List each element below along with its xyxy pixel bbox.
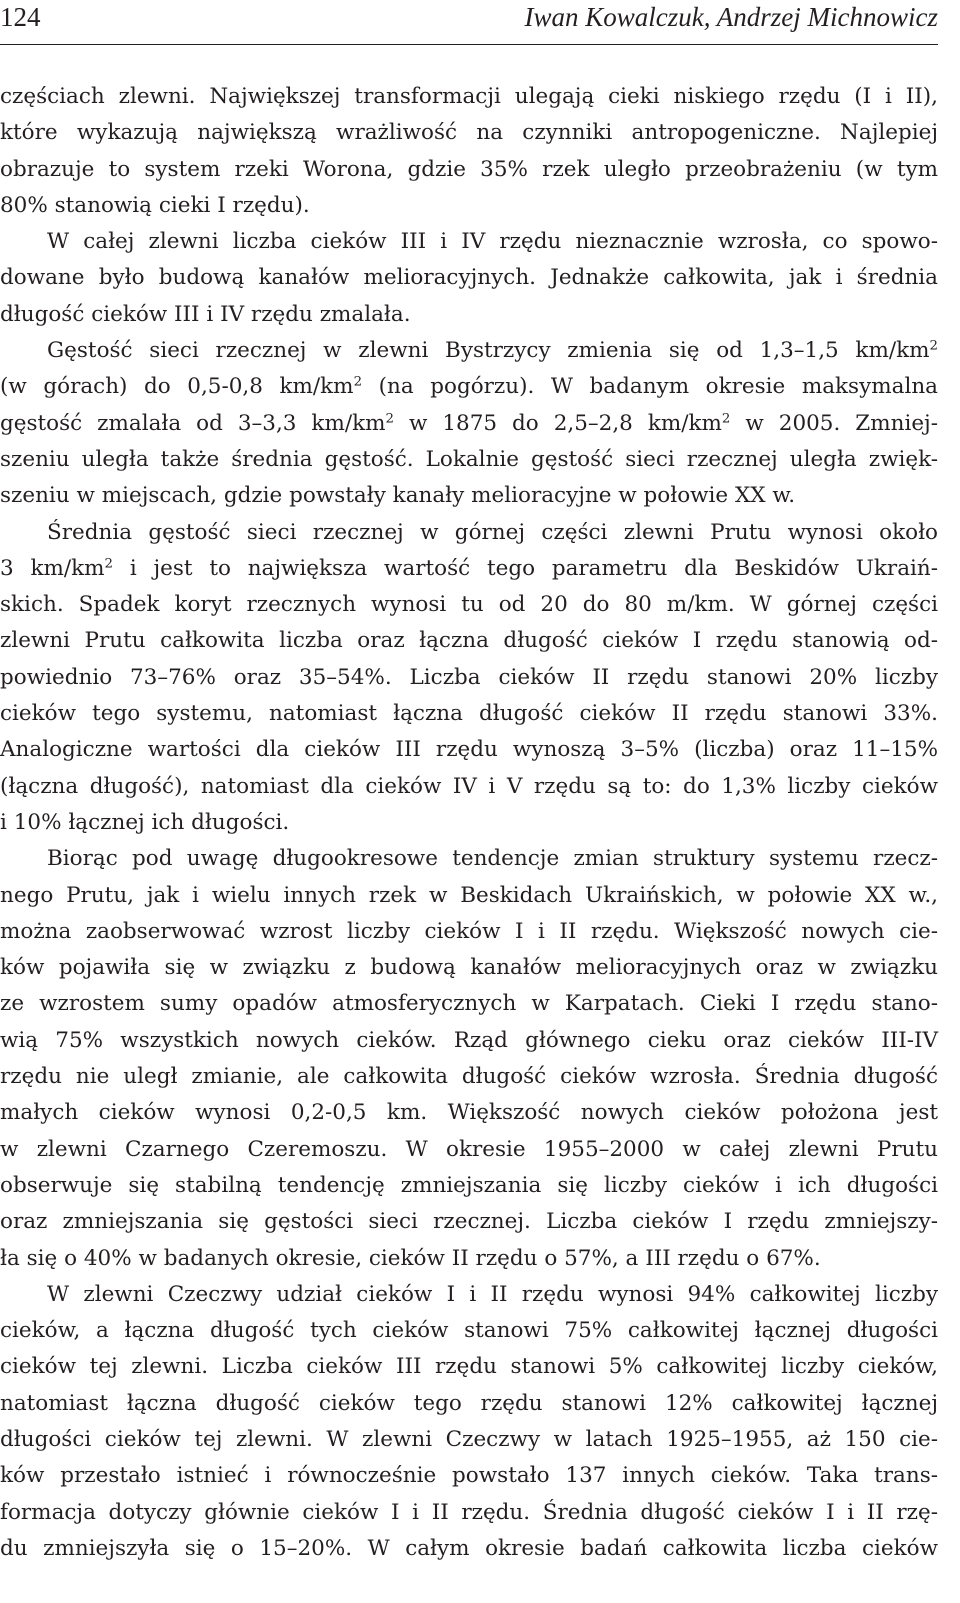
superscript: 2 [385,411,394,427]
text-segment: natomiast łączna długość cieków tego rzędu stanowi 12% całkowitej łącznej [0,1390,938,1416]
text-line [0,1531,938,1567]
superscript: 2 [929,338,938,354]
text-line [0,1023,938,1059]
text-segment: Średnia gęstość sieci rzecznej w górnej części zlewni Prutu wynosi około [47,519,938,545]
text-line [0,115,938,151]
text-line [0,986,938,1022]
text-segment: długości cieków tej zlewni. W zlewni Czeczwy w latach 1925–1955, aż 150 cie- [0,1426,938,1452]
text-line [0,224,938,260]
text-segment: formacja dotyczy głównie cieków I i II rzędu. Średnia długość cieków I i II rzę- [0,1499,938,1525]
text-segment: W zlewni Czeczwy udział cieków I i II rzędu wynosi 94% całkowitej liczby [47,1281,938,1307]
text-segment: oraz zmniejszania się gęstości sieci rzecznej. Liczba cieków I rzędu zmniejszy- [0,1209,938,1235]
text-line [0,587,938,623]
text-segment: (łączna długość), natomiast dla cieków IV i V rzędu są to: do 1,3% liczby cieków [0,773,938,799]
text-line [0,1204,938,1240]
text-line [0,1495,938,1531]
text-line [0,1458,938,1494]
text-segment: nego Prutu, jak i wielu innych rzek w Beskidach Ukraińskich, w połowie XX w., [0,882,938,908]
text-line [0,732,938,768]
text-segment: zlewni Prutu całkowita liczba oraz łączna długość cieków I rzędu stanowią od- [0,628,938,654]
text-line [0,914,938,950]
text-line [0,769,938,805]
body-text [0,79,938,1567]
text-segment: szeniu uległa także średnia gęstość. Lokalnie gęstość sieci rzecznej uległa zwięk- [0,446,938,472]
text-segment: obserwuje się stabilną tendencję zmniejszania się liczby cieków i ich długości [0,1172,938,1198]
text-segment: cieków, a łączna długość tych cieków stanowi 75% całkowitej łącznej długości [0,1318,938,1344]
text-segment: dowane było budową kanałów melioracyjnych. Jednakże całkowita, jak i średnia [0,265,938,291]
text-segment: ze wzrostem sumy opadów atmosferycznych w Karpatach. Cieki I rzędu stano- [0,991,938,1017]
superscript: 2 [353,375,363,391]
superscript: 2 [721,411,731,427]
text-segment: Gęstość sieci rzecznej w zlewni Bystrzycy zmienia się od 1,3–1,5 km/km [47,338,930,364]
text-line [0,1241,938,1277]
superscript: 2 [104,556,114,572]
text-segment: obrazuje to system rzeki Worona, gdzie 35% rzek uległo przeobrażeniu (w tym [0,156,938,182]
text-line [0,1422,938,1458]
text-segment: cieków tego systemu, natomiast łączna długość cieków II rzędu stanowi 33%. [0,701,938,727]
text-line [0,1277,938,1313]
text-line [0,1349,938,1385]
text-line [0,1095,938,1131]
text-line [0,950,938,986]
text-segment: długość cieków III i IV rzędu zmalała. [0,301,411,327]
text-segment: Analogiczne wartości dla cieków III rzędu wynoszą 3–5% (liczba) oraz 11–15% [0,737,938,763]
text-line [0,551,938,587]
text-line [0,79,938,115]
text-segment: rzędu nie uległ zmianie, ale całkowita długość cieków wzrosła. Średnia długość [0,1064,938,1090]
text-segment: można zaobserwować wzrost liczby cieków I i II rzędu. Większość nowych cie- [0,918,938,944]
text-segment: gęstość zmalała od 3–3,3 km/km [0,410,386,436]
text-line [0,841,938,877]
text-line [0,696,938,732]
text-line [0,878,938,914]
text-line [0,1386,938,1422]
text-segment: szeniu w miejscach, gdzie powstały kanały melioracyjne w połowie XX w. [0,483,796,509]
text-line [0,623,938,659]
text-segment: 3 km/km [0,555,105,581]
text-line [0,1132,938,1168]
text-segment: du zmniejszyła się o 15–20%. W całym okresie badań całkowita liczba cieków [0,1535,938,1561]
text-segment: W całej zlewni liczba cieków III i IV rzędu nieznacznie wzrosła, co spowo- [47,229,938,255]
text-segment: w zlewni Czarnego Czeremoszu. W okresie 1955–2000 w całej zlewni Prutu [0,1136,938,1162]
text-segment: skich. Spadek koryt rzecznych wynosi tu od 20 do 80 m/km. W górnej części [0,592,938,618]
text-segment: ków przestało istnieć i równocześnie powstało 137 innych cieków. Taka trans- [0,1463,938,1489]
text-segment: (na pogórzu). W badanym okresie maksymalna [362,374,938,400]
text-segment: (w górach) do 0,5-0,8 km/km [0,374,354,400]
text-line [0,805,938,841]
text-segment: ków pojawiła się w związku z budową kanałów melioracyjnych oraz w związku [0,955,938,981]
text-line [0,260,938,296]
text-line [0,188,938,224]
text-line [0,1059,938,1095]
text-segment: częściach zlewni. Największej transformacji ulegają cieki niskiego rzędu (I i II), [0,84,938,109]
text-line [0,478,938,514]
running-head-authors: Iwan Kowalczuk, Andrzej Michnowicz [524,2,938,32]
text-line [0,152,938,188]
text-line [0,1313,938,1349]
text-segment: i jest to największa wartość tego parametru dla Beskidów Ukraiń- [113,555,938,581]
text-line [0,369,938,405]
text-segment: powiednio 73–76% oraz 35–54%. Liczba cieków II rzędu stanowi 20% liczby [0,664,938,690]
running-header [0,0,938,45]
page-number: 124 [0,2,41,32]
text-segment: małych cieków wynosi 0,2-0,5 km. Większość nowych cieków położona jest [0,1100,938,1126]
text-line [0,660,938,696]
text-line [0,515,938,551]
text-segment: i 10% łącznej ich długości. [0,809,290,835]
text-segment: 80% stanowią cieki I rzędu). [0,192,310,218]
text-line [0,406,938,442]
text-segment: Biorąc pod uwagę długookresowe tendencje zmian struktury systemu rzecz- [47,846,938,872]
text-segment: w 2005. Zmniej- [730,410,938,436]
text-segment: które wykazują największą wrażliwość na czynniki antropogeniczne. Najlepiej [0,120,938,146]
text-line [0,297,938,333]
text-line [0,1168,938,1204]
text-segment: w 1875 do 2,5–2,8 km/km [394,410,722,436]
text-segment: cieków tej zlewni. Liczba cieków III rzędu stanowi 5% całkowitej liczby cieków, [0,1354,938,1380]
text-line [0,442,938,478]
text-line [0,333,938,369]
text-segment: wią 75% wszystkich nowych cieków. Rząd głównego cieku oraz cieków III-IV [0,1027,938,1053]
text-segment: ła się o 40% w badanych okresie, cieków II rzędu o 57%, a III rzędu o 67%. [0,1245,821,1271]
